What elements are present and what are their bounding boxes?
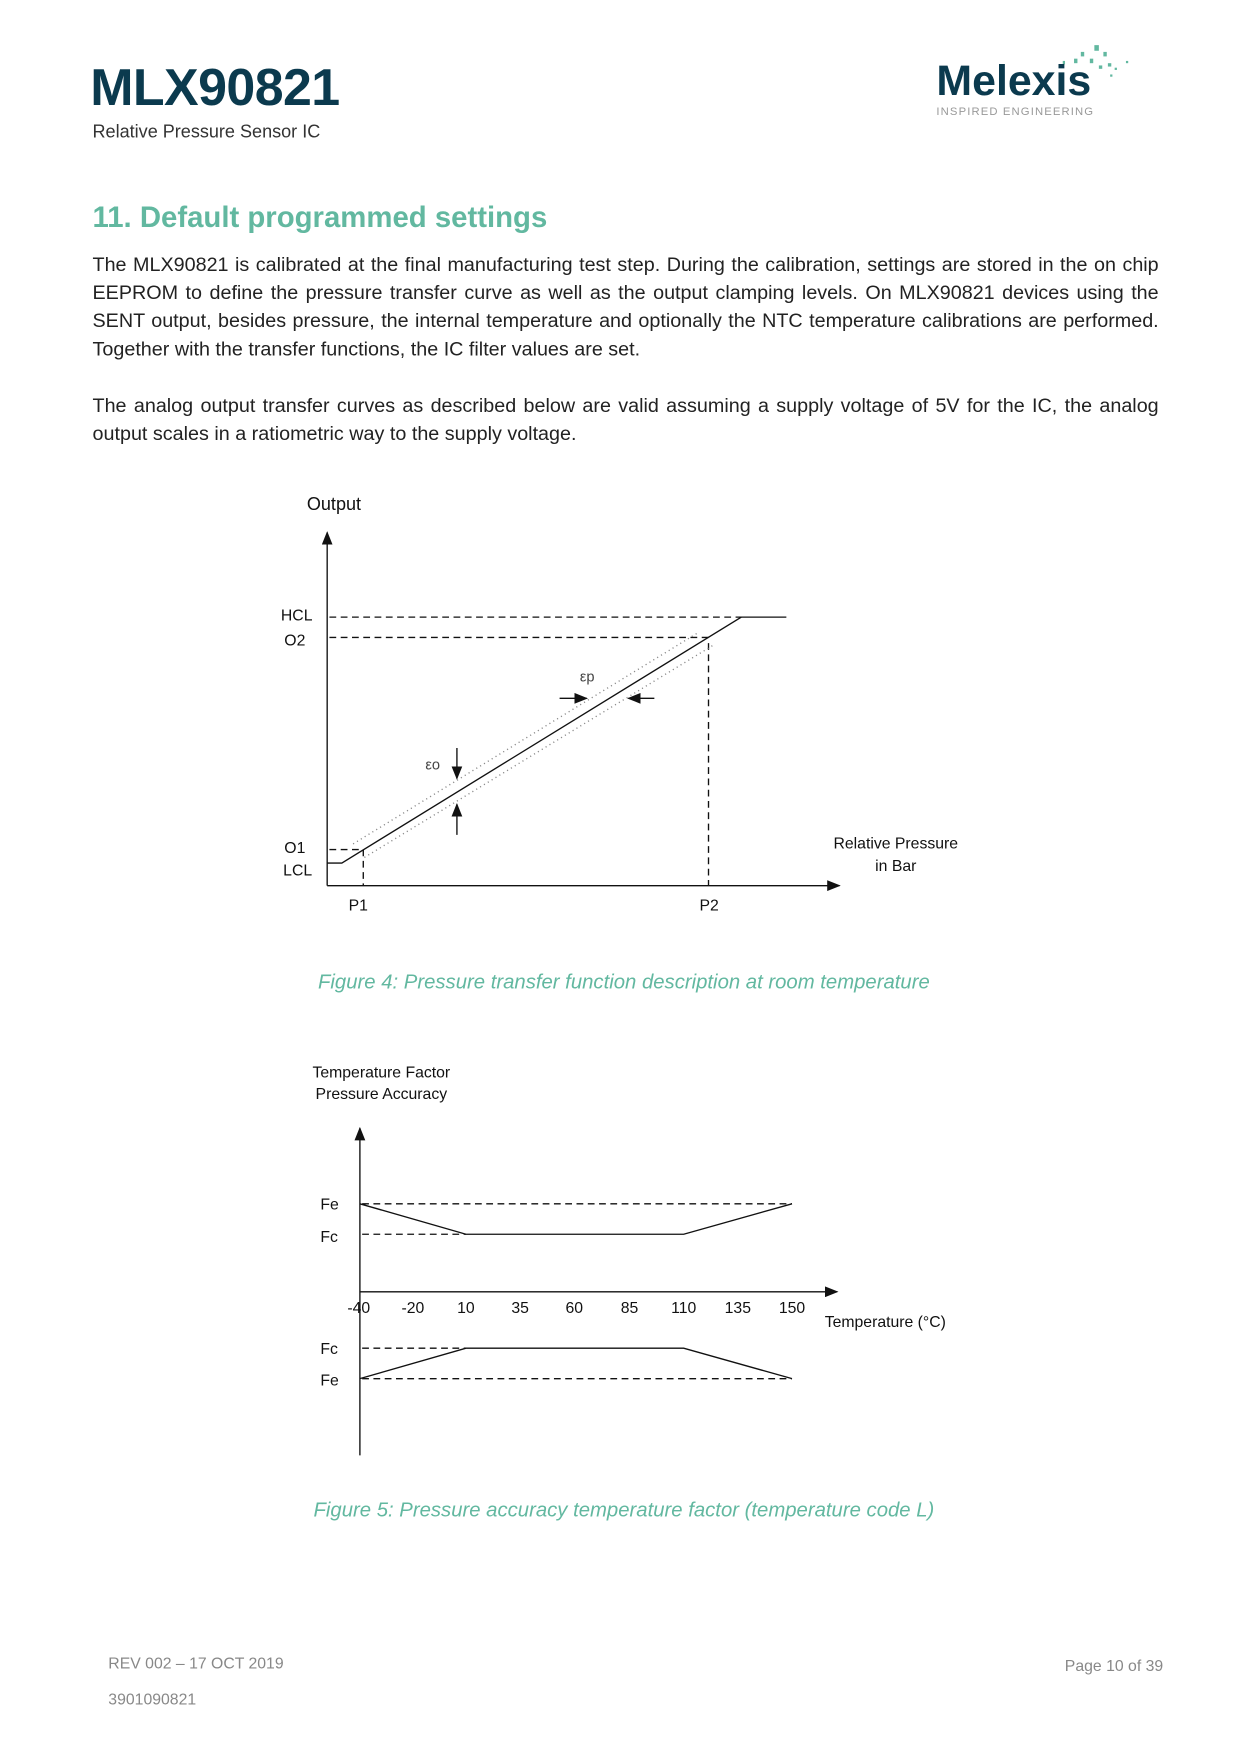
logo-tagline: INSPIRED ENGINEERING (936, 106, 1095, 119)
figure-5-caption: Figure 5: Pressure accuracy temperature factor (temperature code L) (313, 1498, 935, 1521)
fe-lower-label: Fe (320, 1372, 339, 1390)
x-axis-label: Relative Pressure (833, 835, 959, 853)
product-subtitle: Relative Pressure Sensor IC (92, 122, 321, 143)
section-heading: 11. Default programmed settings (92, 199, 548, 234)
o2-label: O2 (284, 632, 306, 650)
body-paragraph: The MLX90821 is calibrated at the final manufacturing test step. During the calibration, settings are stored in the on chip EEPROM to define the pressure transfer curve as well as the output clamping levels. On MLX90821 devices using the SENT output, besides pressure, the internal temperature and optionally the NTC temperature calibrations are performed. Together with the transfer functions, the IC filter values are set. (92, 252, 1159, 360)
footer-revision: REV 002 – 17 OCT 2019 (108, 1653, 284, 1672)
tick-label: -20 (401, 1300, 425, 1318)
y-axis-label: Temperature Factor (312, 1064, 451, 1082)
fe-upper-label: Fe (320, 1196, 339, 1214)
fc-upper-label: Fc (320, 1229, 338, 1247)
hcl-label: HCL (280, 607, 313, 625)
eps-p-label: εp (579, 669, 595, 686)
tick-label: 135 (724, 1300, 752, 1318)
product-title: MLX90821 (90, 57, 340, 117)
tick-label: 110 (671, 1300, 697, 1318)
body-paragraph: The analog output transfer curves as described below are valid assuming a supply voltage of 5V for the IC, the analog output scales in a ratiometric way to the supply voltage. (92, 393, 1159, 445)
figure-4-caption: Figure 4: Pressure transfer function description at room temperature (318, 970, 930, 993)
fc-lower-label: Fc (320, 1340, 338, 1358)
p1-label: P1 (348, 897, 368, 915)
lcl-label: LCL (283, 862, 313, 880)
p2-label: P2 (699, 897, 719, 915)
upper-factor-curve (360, 1204, 792, 1234)
x-axis-label: Temperature (°C) (824, 1313, 946, 1331)
lower-factor-curve (360, 1348, 792, 1378)
logo-text: Melexis (936, 56, 1092, 105)
tick-label: 60 (565, 1300, 584, 1318)
tick-label: 35 (511, 1300, 529, 1318)
footer-page-number: Page 10 of 39 (1064, 1656, 1164, 1675)
y-axis-label: Output (306, 493, 362, 514)
x-axis-label-unit: in Bar (875, 857, 917, 875)
tick-label: 150 (778, 1300, 806, 1318)
footer-doc-number: 3901090821 (108, 1690, 197, 1709)
y-axis-label-2: Pressure Accuracy (315, 1085, 448, 1103)
tick-label: 85 (620, 1300, 639, 1318)
o1-label: O1 (284, 839, 306, 857)
tick-label: -40 (347, 1300, 371, 1318)
tick-label: 10 (457, 1300, 475, 1318)
eps-o-label: εo (425, 757, 441, 774)
